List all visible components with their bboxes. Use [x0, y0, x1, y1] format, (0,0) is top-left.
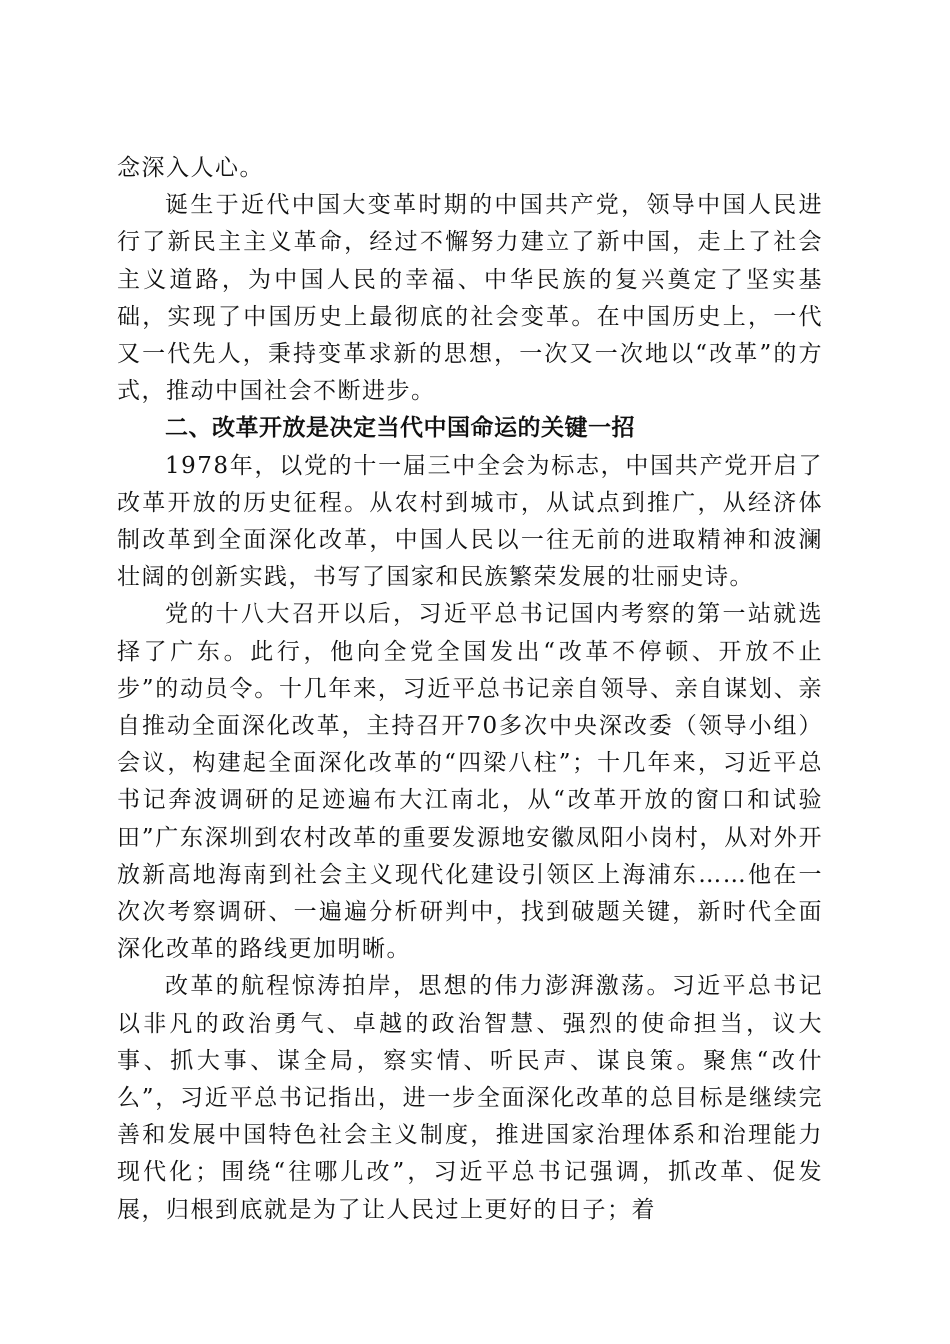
section-heading: 二、改革开放是决定当代中国命运的关键一招	[165, 415, 635, 442]
paragraph-party-history: 诞生于近代中国大变革时期的中国共产党，领导中国人民进行了新民主主义革命，经过不懈努力建立了新中国，走上了社会主义道路，为中国人民的幸福、中华民族的复兴奠定了坚实基础，实现了中国历史上最彻底的社会变革。在中国历史上，一代又一代先人，秉持变革求新的思想，一次又一次地以“改革”的方式，推动中国社会不断进步。	[117, 192, 823, 405]
document-page	[117, 0, 823, 1344]
paragraph-continuation: 念深入人心。	[117, 155, 264, 181]
paragraph-reform-voyage: 改革的航程惊涛拍岸，思想的伟力澎湃激荡。习近平总书记以非凡的政治勇气、卓越的政治智慧、强烈的使命担当，议大事、抓大事、谋全局，察实情、听民声、谋良策。聚焦“改什么”，习近平总书记指出，进一步全面深化改革的总目标是继续完善和发展中国特色社会主义制度，推进国家治理体系和治理能力现代化；围绕“往哪儿改”，习近平总书记强调，抓改革、促发展，归根到底就是为了让人民过上更好的日子；着	[117, 973, 823, 1223]
paragraph-reform-1978: 1978年，以党的十一届三中全会为标志，中国共产党开启了改革开放的历史征程。从农村到城市，从试点到推广，从经济体制改革到全面深化改革，中国人民以一往无前的进取精神和波澜壮阔的创新实践，书写了国家和民族繁荣发展的壮丽史诗。	[117, 452, 823, 591]
paragraph-eighteenth-congress: 党的十八大召开以后，习近平总书记国内考察的第一站就选择了广东。此行，他向全党全国发出“改革不停顿、开放不止步”的动员令。十几年来，习近平总书记亲自领导、亲自谋划、亲自推动全面深化改革，主持召开70多次中央深改委（领导小组）会议，构建起全面深化改革的“四梁八柱”；十几年来，习近平总书记奔波调研的足迹遍布大江南北，从“改革开放的窗口和试验田”广东深圳到农村改革的重要发源地安徽凤阳小岗村，从对外开放新高地海南到社会主义现代化建设引领区上海浦东……他在一次次考察调研、一遍遍分析研判中，找到破题关键，新时代全面深化改革的路线更加明晰。	[117, 601, 823, 963]
document-body	[117, 150, 823, 1229]
